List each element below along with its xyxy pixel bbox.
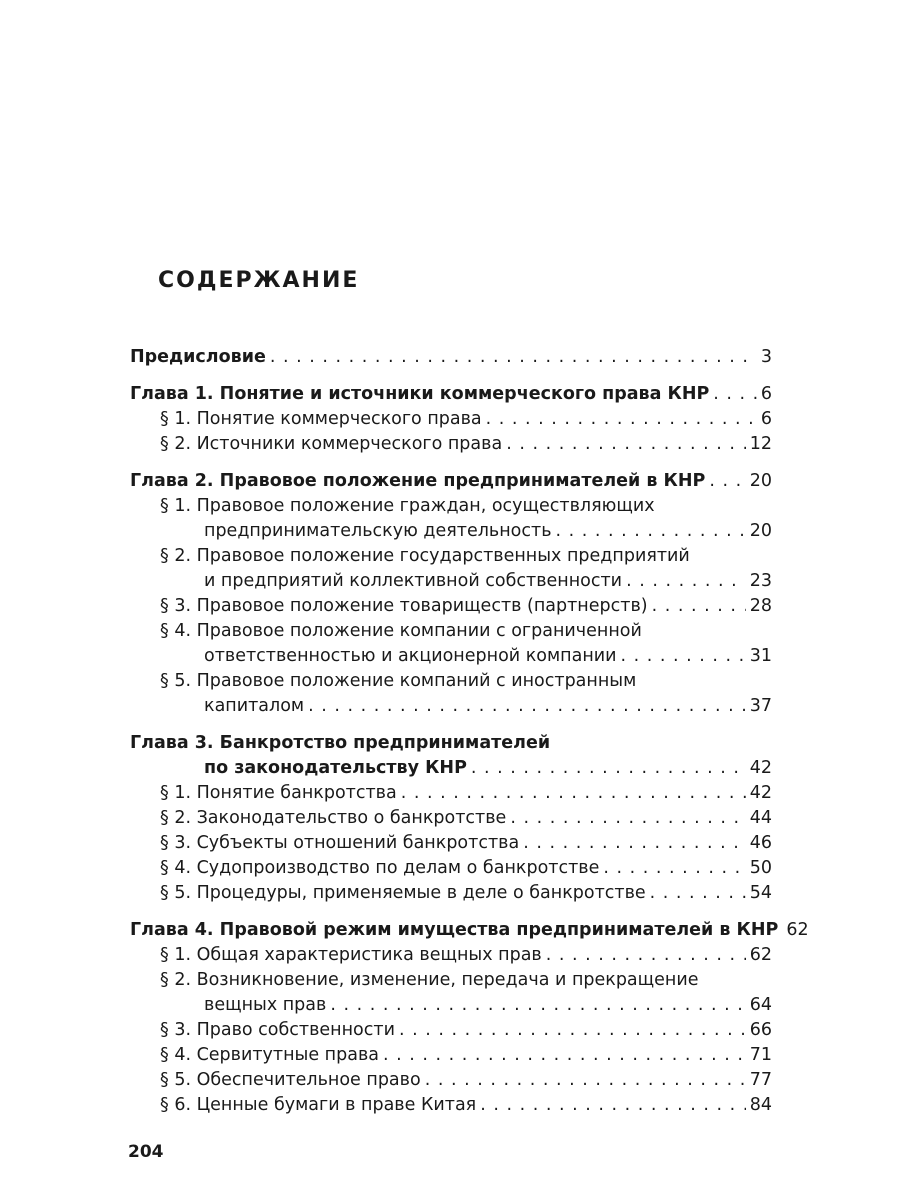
toc-line bbox=[130, 831, 772, 856]
section-title: и предприятий коллективной собственности bbox=[204, 571, 623, 591]
page-ref: 6 bbox=[760, 409, 772, 429]
section-title: § 4. Правовое положение компании с ограниченной bbox=[160, 621, 642, 641]
toc-line bbox=[130, 1093, 772, 1118]
page-ref: 62 bbox=[749, 945, 772, 965]
section-title: § 1. Общая характеристика вещных прав bbox=[160, 945, 542, 965]
dot-leader bbox=[603, 856, 745, 881]
toc-line bbox=[130, 619, 772, 644]
dot-leader bbox=[425, 1068, 746, 1093]
dot-leader bbox=[308, 694, 746, 719]
page-ref: 64 bbox=[749, 995, 772, 1015]
chapter-entry bbox=[130, 382, 772, 457]
toc-line bbox=[130, 669, 772, 694]
section-title: § 6. Ценные бумаги в праве Китая bbox=[160, 1095, 477, 1115]
table-of-contents bbox=[130, 345, 809, 1130]
toc-line bbox=[130, 1068, 772, 1093]
toc-line bbox=[130, 694, 772, 719]
toc-line bbox=[130, 569, 772, 594]
dot-leader bbox=[506, 432, 746, 457]
page-ref: 12 bbox=[749, 434, 772, 454]
toc-line bbox=[130, 781, 772, 806]
page-ref: 37 bbox=[749, 696, 772, 716]
dot-leader bbox=[546, 943, 746, 968]
page-ref: 54 bbox=[749, 883, 772, 903]
section-title: § 2. Правовое положение государственных предприятий bbox=[160, 546, 690, 566]
dot-leader bbox=[556, 519, 746, 544]
toc-line bbox=[130, 407, 772, 432]
toc-line bbox=[130, 594, 772, 619]
toc-line bbox=[130, 806, 772, 831]
toc-line bbox=[130, 943, 772, 968]
chapter-entry bbox=[130, 731, 772, 906]
page-number: 204 bbox=[128, 1142, 164, 1162]
dot-leader bbox=[510, 806, 745, 831]
page-ref: 84 bbox=[749, 1095, 772, 1115]
page-ref: 77 bbox=[749, 1070, 772, 1090]
page-ref: 20 bbox=[749, 521, 772, 541]
page-ref: 23 bbox=[749, 571, 772, 591]
dot-leader bbox=[621, 644, 746, 669]
section-title: § 1. Понятие банкротства bbox=[160, 783, 397, 803]
section-title: § 3. Право собственности bbox=[160, 1020, 395, 1040]
section-title: капиталом bbox=[204, 696, 305, 716]
dot-leader bbox=[713, 382, 757, 407]
toc-line bbox=[130, 469, 772, 494]
page-ref: 46 bbox=[749, 833, 772, 853]
page-ref: 71 bbox=[749, 1045, 772, 1065]
page-ref: 66 bbox=[749, 1020, 772, 1040]
toc-line bbox=[130, 644, 772, 669]
dot-leader bbox=[486, 407, 757, 432]
section-title: § 1. Понятие коммерческого права bbox=[160, 409, 482, 429]
chapter-entry bbox=[130, 918, 809, 1118]
page-ref: 42 bbox=[749, 758, 772, 778]
page-ref: 6 bbox=[760, 384, 772, 404]
section-title: § 3. Правовое положение товариществ (партнерств) bbox=[160, 596, 648, 616]
dot-leader bbox=[399, 1018, 746, 1043]
toc-line bbox=[130, 968, 772, 993]
dot-leader bbox=[471, 756, 746, 781]
page-ref: 50 bbox=[749, 858, 772, 878]
page-title: СОДЕРЖАНИЕ bbox=[158, 268, 360, 293]
dot-leader bbox=[650, 881, 746, 906]
section-title: § 2. Возникновение, изменение, передача и прекращение bbox=[160, 970, 699, 990]
dot-leader bbox=[401, 781, 746, 806]
toc-line bbox=[130, 544, 772, 569]
dot-leader bbox=[383, 1043, 746, 1068]
section-title: § 5. Обеспечительное право bbox=[160, 1070, 421, 1090]
section-title: § 1. Правовое положение граждан, осуществляющих bbox=[160, 496, 655, 516]
page-ref: 44 bbox=[749, 808, 772, 828]
toc-line bbox=[130, 382, 772, 407]
section-title: § 3. Субъекты отношений банкротства bbox=[160, 833, 520, 853]
page-ref: 20 bbox=[749, 471, 772, 491]
toc-line bbox=[130, 345, 772, 370]
dot-leader bbox=[709, 469, 745, 494]
page-ref: 28 bbox=[749, 596, 772, 616]
preface-entry bbox=[130, 345, 772, 370]
dot-leader bbox=[330, 993, 745, 1018]
dot-leader bbox=[626, 569, 746, 594]
section-title: § 4. Судопроизводство по делам о банкротстве bbox=[160, 858, 600, 878]
toc-line bbox=[130, 756, 772, 781]
section-title: § 2. Источники коммерческого права bbox=[160, 434, 503, 454]
toc-line bbox=[130, 993, 772, 1018]
chapter-title: Глава 4. Правовой режим имущества предпринимателей в КНР bbox=[130, 920, 779, 940]
toc-line bbox=[130, 1043, 772, 1068]
toc-line bbox=[130, 494, 772, 519]
toc-line bbox=[130, 881, 772, 906]
section-title: § 5. Процедуры, применяемые в деле о банкротстве bbox=[160, 883, 646, 903]
dot-leader bbox=[523, 831, 746, 856]
section-title: ответственностью и акционерной компании bbox=[204, 646, 617, 666]
toc-line bbox=[130, 731, 772, 756]
chapter-title: по законодательству КНР bbox=[204, 758, 467, 778]
toc-line bbox=[130, 1018, 772, 1043]
dot-leader bbox=[480, 1093, 746, 1118]
page-ref: 62 bbox=[786, 920, 809, 940]
section-title: § 2. Законодательство о банкротстве bbox=[160, 808, 507, 828]
preface-label: Предисловие bbox=[130, 347, 266, 367]
dot-leader bbox=[652, 594, 746, 619]
page-ref: 42 bbox=[749, 783, 772, 803]
section-title: § 5. Правовое положение компаний с иностранным bbox=[160, 671, 637, 691]
page-ref: 3 bbox=[760, 347, 772, 367]
toc-line bbox=[130, 856, 772, 881]
page-ref: 31 bbox=[749, 646, 772, 666]
chapter-title: Глава 1. Понятие и источники коммерческого права КНР bbox=[130, 384, 710, 404]
chapter-title: Глава 2. Правовое положение предпринимателей в КНР bbox=[130, 471, 706, 491]
chapter-title: Глава 3. Банкротство предпринимателей bbox=[130, 733, 551, 753]
section-title: § 4. Сервитутные права bbox=[160, 1045, 379, 1065]
toc-line bbox=[130, 432, 772, 457]
chapter-entry bbox=[130, 469, 772, 719]
toc-line bbox=[130, 519, 772, 544]
toc-line bbox=[130, 918, 809, 943]
dot-leader bbox=[270, 345, 757, 370]
section-title: предпринимательскую деятельность bbox=[204, 521, 552, 541]
section-title: вещных прав bbox=[204, 995, 327, 1015]
